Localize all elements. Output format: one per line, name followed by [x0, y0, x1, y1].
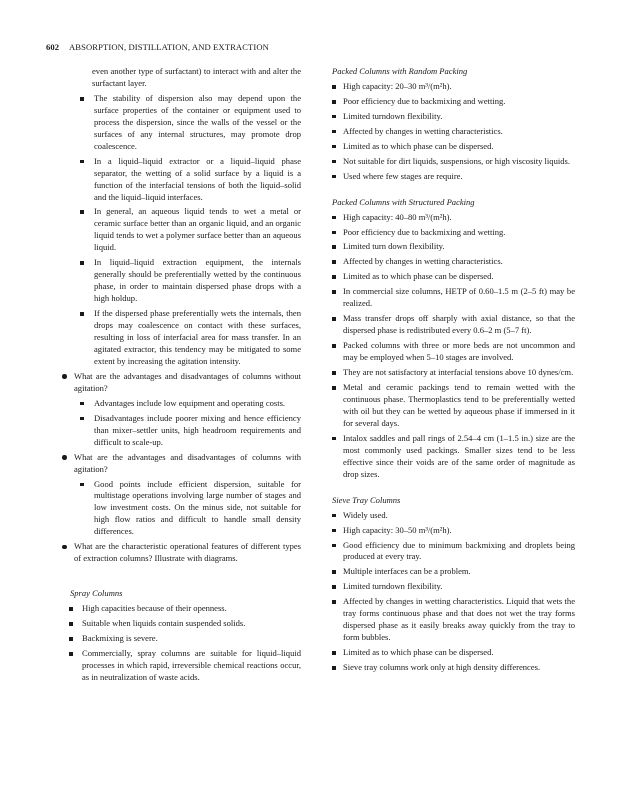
answer-good-points: Good points include efficient dispersion, suitable for multistage operations involving large number of stages and low investment costs. On the minus side, not suitable for high flow ratios and difficult to handle small density differences.: [59, 479, 301, 539]
sieve-item: Good efficiency due to minimum backmixing and droplets being produced at every tray.: [332, 540, 575, 564]
sieve-item: Limited as to which phase can be dispersed.: [332, 647, 575, 659]
structured-item: Limited turn down flexibility.: [332, 241, 575, 253]
structured-item: Limited as to which phase can be dispersed.: [332, 271, 575, 283]
sieve-item: Limited turndown flexibility.: [332, 581, 575, 593]
structured-item: Poor efficiency due to backmixing and wetting.: [332, 227, 575, 239]
random-item: Limited as to which phase can be dispersed.: [332, 141, 575, 153]
random-item: Used where few stages are require.: [332, 171, 575, 183]
page-number: 602: [46, 42, 60, 52]
spray-item: Suitable when liquids contain suspended solids.: [59, 618, 301, 630]
wetting-bullet-2: In a liquid–liquid extractor or a liquid–liquid phase separator, the wetting of a solid surface by a liquid is a function of the interfacial tensions of both the liquid–solid and the liquid–liquid interfaces.: [59, 156, 301, 204]
sieve-capacity: High capacity: 30–50 m³/(m²h).: [332, 525, 575, 537]
structured-item: Affected by changes in wetting characteristics.: [332, 256, 575, 268]
wetting-bullet-1: The stability of dispersion also may depend upon the surface properties of the container or equipment used to process the dispersion, since the walls of the vessel or the surfaces of any internal structures, may promote drop coalescence.: [59, 93, 301, 153]
sieve-tray-heading: Sieve Tray Columns: [332, 494, 401, 505]
random-capacity: High capacity: 20–30 m³/(m²h).: [332, 81, 575, 93]
structured-item: Intalox saddles and pall rings of 2.54–4 cm (1–1.5 in.) size are the most commonly used packings. Smaller sizes tend to be less effective since their voids are of the same order of magnitude as drop sizes.: [332, 433, 575, 481]
running-title: ABSORPTION, DISTILLATION, AND EXTRACTION: [68, 42, 269, 52]
random-item: Poor efficiency due to backmixing and wetting.: [332, 96, 575, 108]
random-item: Limited turndown flexibility.: [332, 111, 575, 123]
sieve-item: Multiple interfaces can be a problem.: [332, 566, 575, 578]
spray-item: High capacities because of their openness.: [59, 603, 301, 615]
answer-advantages: Advantages include low equipment and operating costs.: [59, 398, 301, 410]
answer-disadvantages: Disadvantages include poorer mixing and hence efficiency than mixer–settler units, high headroom requirements and difficult to scale-up.: [59, 413, 301, 449]
random-packing-heading: Packed Columns with Random Packing: [332, 66, 468, 76]
structured-item: Mass transfer drops off sharply with axial distance, so that the dispersed phase is redistributed every 0.6–2 m (5–7 ft).: [332, 313, 575, 337]
structured-item: Metal and ceramic packings tend to remain wetted with the continuous phase. Thermoplastics tend to be preferentially wetted with oil but they can be wetted by aqueous phase if immersed in it for several days.: [332, 382, 575, 430]
structured-packing-heading: Packed Columns with Structured Packing: [332, 196, 475, 207]
structured-item: They are not satisfactory at interfacial tensions above 10 dynes/cm.: [332, 367, 575, 379]
left-column: [59, 66, 301, 684]
structured-item: In commercial size columns, HETP of 0.60–1.5 m (2–5 ft) may be realized.: [332, 286, 575, 310]
right-column: [332, 66, 575, 674]
wetting-bullet-3: In general, an aqueous liquid tends to wet a metal or ceramic surface better than an organic liquid, and an organic liquid tends to wet a polymer surface better than an aqueous liquid.: [59, 206, 301, 254]
spray-columns-heading: Spray Columns: [70, 588, 123, 599]
question-no-agitation: What are the advantages and disadvantages of columns without agitation?: [59, 371, 301, 395]
running-header: [46, 42, 269, 52]
structured-capacity: High capacity: 40–80 m³/(m²h).: [332, 212, 575, 224]
question-with-agitation: What are the advantages and disadvantages of columns with agitation?: [59, 452, 301, 476]
spray-item: Commercially, spray columns are suitable for liquid–liquid processes in which rapid, irreversible chemical reactions occur, as in neutralization of waste acids.: [59, 648, 301, 684]
wetting-bullet-5: If the dispersed phase preferentially wets the internals, then drops may coalescence on contact with these surfaces, resulting in loss of interfacial area for mass transfer. In an agitated extractor, this tendency may be mitigated to some extent by increasing the agitation intensity.: [59, 308, 301, 368]
random-item: Not suitable for dirt liquids, suspensions, or high viscosity liquids.: [332, 156, 575, 168]
random-item: Affected by changes in wetting characteristics.: [332, 126, 575, 138]
wetting-bullet-4: In liquid–liquid extraction equipment, the internals generally should be preferentially wetted by the continuous phase, in order to maintain dispersed phase drops with a high holdup.: [59, 257, 301, 305]
spray-item: Backmixing is severe.: [59, 633, 301, 645]
sieve-item: Affected by changes in wetting characteristics. Liquid that wets the tray forms continuous phase and that does not wet the tray forms dispersed phase as it easily breaks away quickly from the tray to form bubbles.: [332, 596, 575, 644]
structured-item: Packed columns with three or more beds are not uncommon and may be employed when 5–10 stages are involved.: [332, 340, 575, 364]
continuation-text: even another type of surfactant) to interact with and alter the surfactant layer.: [92, 66, 301, 88]
question-column-features: What are the characteristic operational features of different types of extraction columns? Illustrate with diagrams.: [59, 541, 301, 565]
sieve-first: Widely used.: [332, 510, 575, 522]
sieve-item: Sieve tray columns work only at high density differences.: [332, 662, 575, 674]
